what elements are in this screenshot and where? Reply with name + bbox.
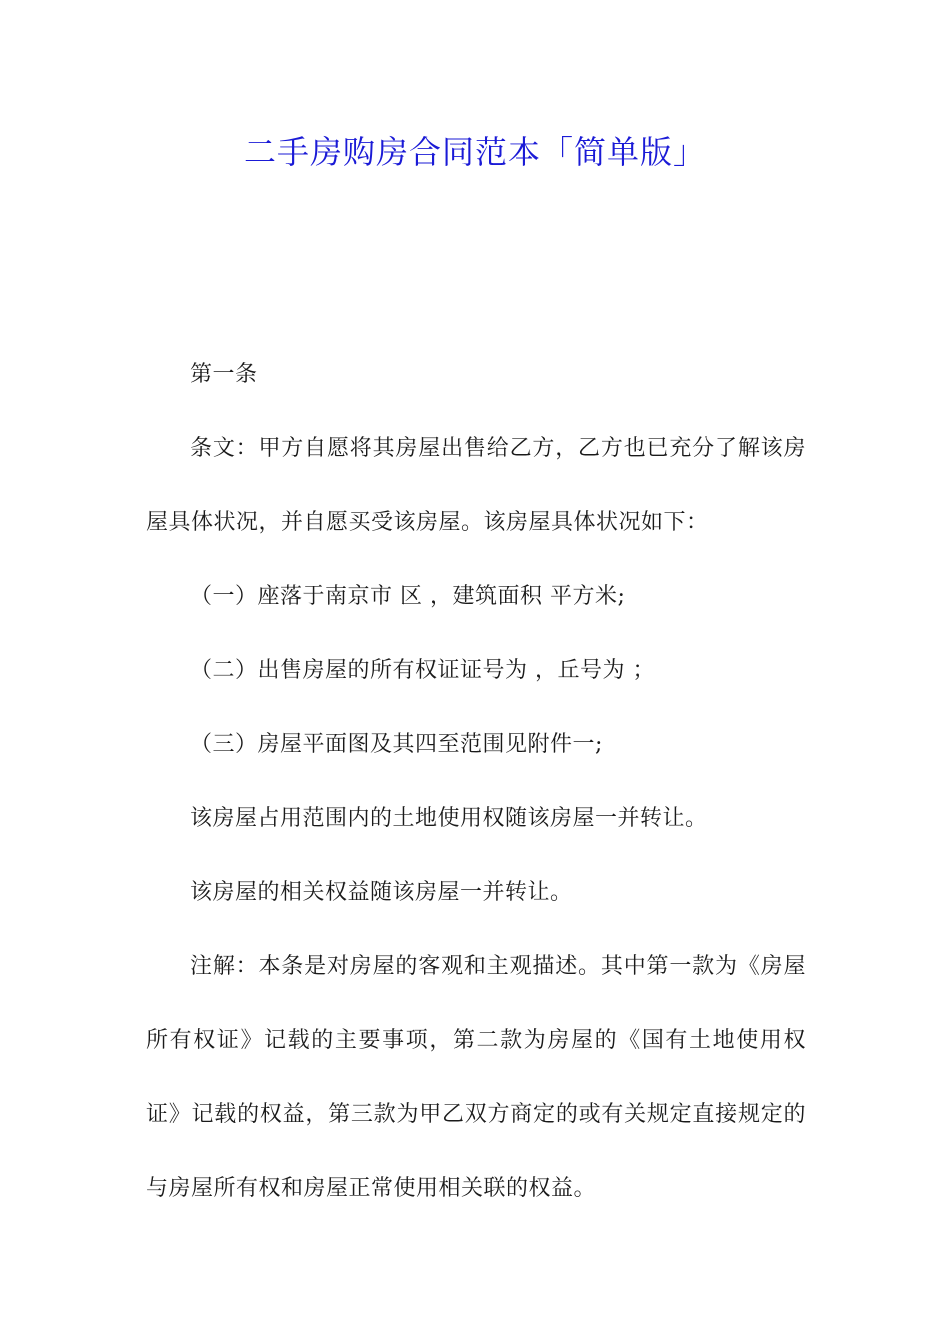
document-title: 二手房购房合同范本「简单版」 [243,133,706,171]
document-body [146,338,806,1226]
clause-item-3: （三）房屋平面图及其四至范围见附件一; [190,732,603,757]
related-rights-paragraph: 该房屋的相关权益随该房屋一并转让。 [190,880,573,905]
annotation-paragraph: 注解：本条是对房屋的客观和主观描述。其中第一款为《房屋所有权证》记载的主要事项，第二款为房屋的《国有土地使用权证》记载的权益，第三款为甲乙双方商定的或有关规定直接规定的与房屋所有权和房屋正常使用相关联的权益。 [146,954,806,1201]
article-clause-text: 条文：甲方自愿将其房屋出售给乙方，乙方也已充分了解该房屋具体状况，并自愿买受该房屋。该房屋具体状况如下： [146,436,806,535]
land-use-rights-paragraph: 该房屋占用范围内的土地使用权随该房屋一并转让。 [190,806,708,831]
clause-item-1: （一）座落于南京市 区 ，建筑面积 平方米; [190,584,626,609]
article-heading: 第一条 [190,362,258,387]
clause-item-2: （二）出售房屋的所有权证证号为 ，丘号为 ； [190,658,655,683]
